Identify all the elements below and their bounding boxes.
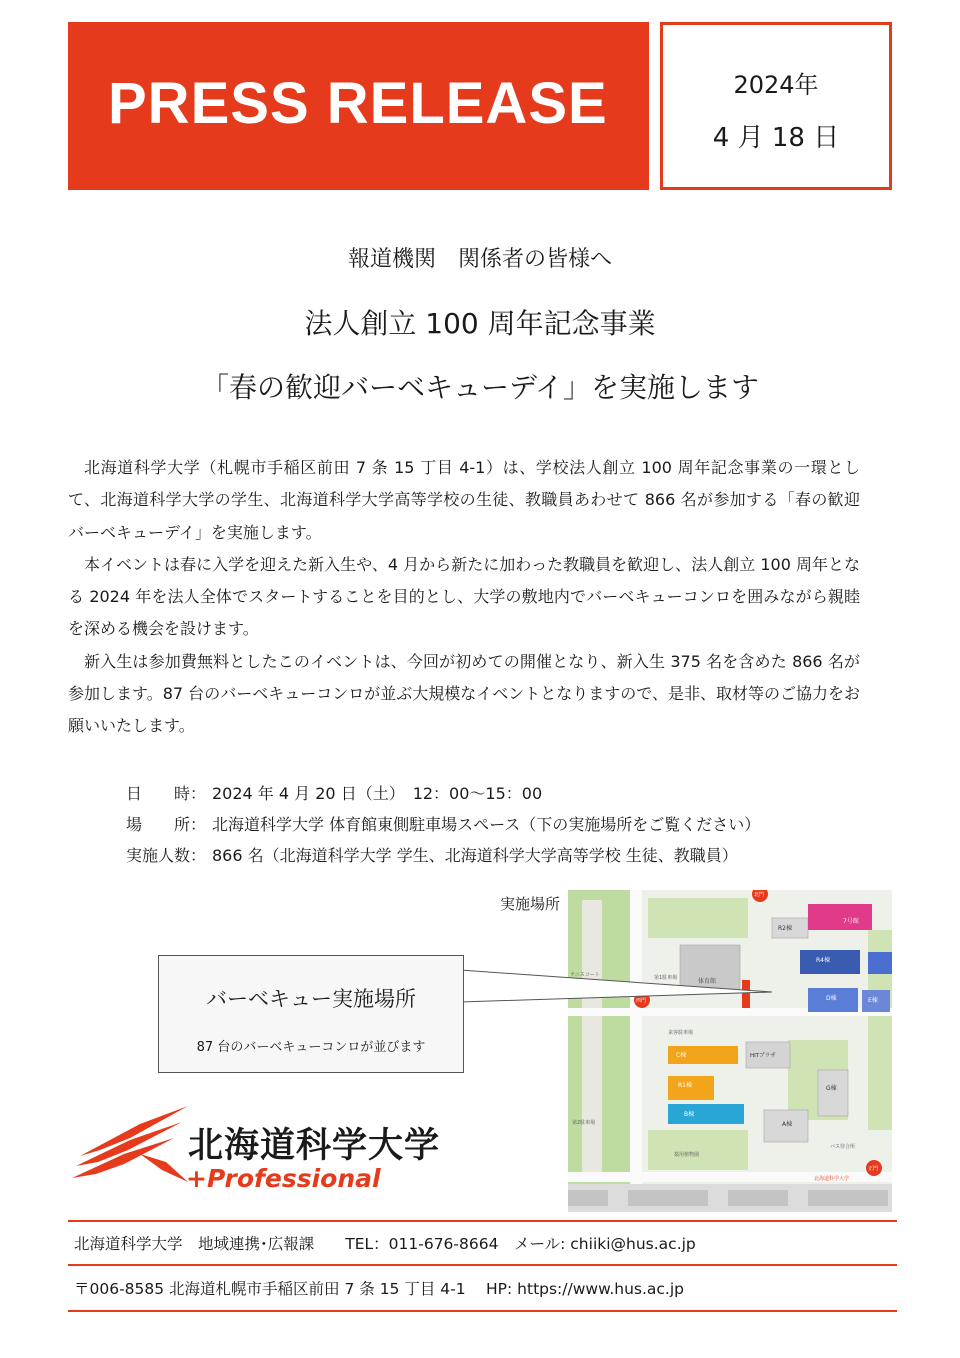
page-title-line1: 法人創立 100 周年記念事業 [304, 307, 656, 340]
detail-datetime [126, 778, 760, 809]
map-caption: 実施場所 [500, 895, 561, 913]
detail-label: 場 所： [126, 815, 207, 834]
detail-place [126, 809, 760, 840]
map-label-bldg7: 7号館 [843, 918, 859, 925]
page-title-line2: 「春の歓迎バーベキューデイ」を実施します [200, 371, 760, 404]
bbq-location-callout [158, 955, 464, 1073]
university-tagline: +Professional [186, 1164, 381, 1193]
map-label-guest-parking: 来客駐車場 [668, 1030, 694, 1036]
body-paragraph: 北海道科学大学（札幌市手稲区前田 7 条 15 丁目 4-1）は、学校法人創立 100 周年記念事業の一環として、北海道科学大学の学生、北海道科学大学高等学校の生徒、教職員あわせて 866 名が参加する「春の歓迎バーベキューデイ」を実施します。 [68, 458, 860, 542]
map-label-a: A棟 [782, 1121, 793, 1128]
footer-divider [68, 1264, 897, 1266]
map-label-g: G棟 [826, 1085, 837, 1092]
map-label-e: E棟 [868, 997, 878, 1004]
map-label-parking2: 第2駐車場 [572, 1120, 596, 1126]
footer-divider [68, 1220, 897, 1222]
university-logo-icon [70, 1104, 190, 1184]
map-label-main-gate: 正門 [868, 1166, 879, 1172]
detail-label: 日 時： [126, 784, 207, 803]
map-label-herb: 薬用植物園 [674, 1152, 700, 1158]
map-label-parking1: 第1駐車場 [654, 975, 678, 981]
callout-subtitle: 87 台のバーベキューコンロが並びます [196, 1040, 426, 1055]
detail-label: 実施人数： [126, 846, 207, 865]
footer-address: 〒006-8585 北海道札幌市手稲区前田 7 条 15 丁目 4-1 HP: https://www.hus.ac.jp [74, 1280, 685, 1298]
detail-value: 866 名（北海道科学大学 学生、北海道科学大学高等学校 生徒、教職員） [212, 846, 738, 865]
body-paragraph: 本イベントは春に入学を迎えた新入生や、4 月から新たに加わった教職員を歓迎し、法人創立 100 周年となる 2024 年を法人全体でスタートすることを目的とし、大学の敷地内でバーベキューコンロを囲みながら親睦を深める機会を設けます。 [68, 554, 860, 639]
date-box [660, 22, 892, 190]
callout-pointer [460, 962, 780, 1010]
detail-value: 2024 年 4 月 20 日（土） 12：00～15：00 [212, 784, 543, 803]
map-label-d: D棟 [826, 995, 837, 1002]
map-label-hit: HITプラザ [750, 1053, 776, 1059]
map-label-b: B棟 [684, 1111, 695, 1118]
banner-title: PRESS RELEASE [108, 71, 608, 136]
body-text [68, 452, 860, 743]
body-paragraph: 新入生は参加費無料としたこのイベントは、今回が初めての開催となり、新入生 375 名を含めた 866 名が参加します。87 台のバーベキューコンロが並ぶ大規模なイベントとなりますので、是非、取材等のご協力をお願いいたします。 [68, 651, 860, 736]
map-label-tennis: テニスコート [570, 972, 600, 978]
date-day: 4 月 18 日 [712, 123, 840, 153]
map-label-west-gate: 西門 [636, 998, 647, 1004]
map-label-c: C棟 [676, 1052, 687, 1059]
footer-divider [68, 1310, 897, 1312]
map-label-north-gate: 北門 [754, 892, 765, 898]
campus-map [568, 890, 892, 1212]
event-details [126, 778, 760, 871]
addressee: 報道機関 関係者の皆様へ [347, 247, 612, 272]
map-label-r2: R2棟 [778, 925, 792, 932]
map-label-gym: 体育館 [698, 978, 717, 985]
map-label-univ-stop: 北海道科学大学 [814, 1176, 850, 1182]
detail-participants [126, 840, 760, 871]
map-label-r4: R4棟 [816, 957, 830, 964]
footer-contact: 北海道科学大学 地域連携･広報課 TEL：011-676-8664 メール: chiiki@hus.ac.jp [74, 1235, 696, 1253]
callout-title: バーベキュー実施場所 [206, 987, 416, 1011]
date-year: 2024年 [733, 71, 819, 99]
map-label-bus: バス待合所 [830, 1144, 856, 1150]
detail-value: 北海道科学大学 体育館東側駐車場スペース（下の実施場所をご覧ください） [212, 815, 761, 834]
map-label-r1: R1棟 [678, 1082, 692, 1089]
university-name-logo: 北海道科学大学 [188, 1126, 441, 1166]
press-release-banner [68, 22, 649, 190]
